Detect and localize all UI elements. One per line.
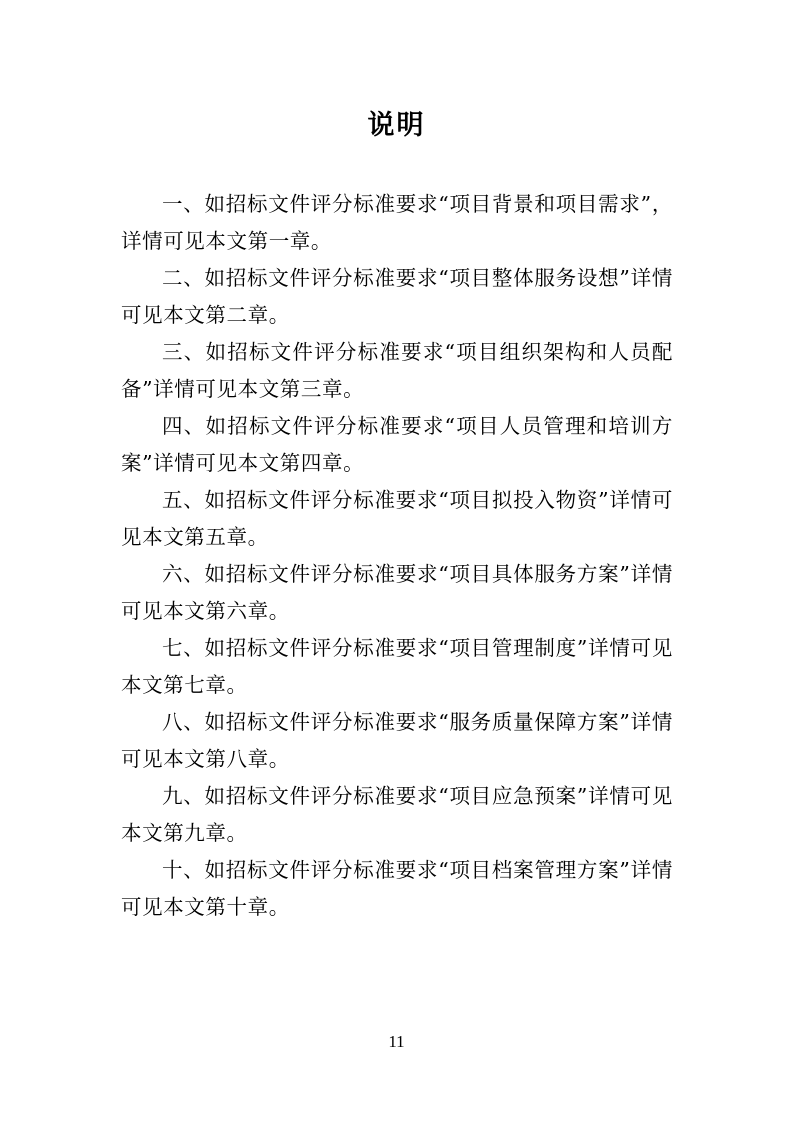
- paragraph-item-7: 七、如招标文件评分标准要求“项目管理制度”详情可见本文第七章。: [121, 636, 673, 697]
- page-title: 说明: [367, 110, 426, 141]
- page-number: 11: [388, 1032, 405, 1051]
- body-text: [121, 186, 673, 926]
- paragraph-item-3: 三、如招标文件评分标准要求“项目组织架构和人员配备”详情可见本文第三章。: [121, 340, 673, 401]
- paragraph-item-5: 五、如招标文件评分标准要求“项目拟投入物资”详情可见本文第五章。: [121, 488, 673, 549]
- paragraph-item-9: 九、如招标文件评分标准要求“项目应急预案”详情可见本文第九章。: [121, 784, 673, 845]
- paragraph-item-10: 十、如招标文件评分标准要求“项目档案管理方案”详情可见本文第十章。: [121, 858, 673, 919]
- paragraph-item-1: 一、如招标文件评分标准要求“项目背景和项目需求”，详情可见本文第一章。: [121, 192, 673, 253]
- paragraph-item-4: 四、如招标文件评分标准要求“项目人员管理和培训方案”详情可见本文第四章。: [121, 414, 673, 475]
- paragraph-item-2: 二、如招标文件评分标准要求“项目整体服务设想”详情可见本文第二章。: [121, 266, 673, 327]
- paragraph-item-6: 六、如招标文件评分标准要求“项目具体服务方案”详情可见本文第六章。: [121, 562, 673, 623]
- paragraph-item-8: 八、如招标文件评分标准要求“服务质量保障方案”详情可见本文第八章。: [121, 710, 673, 771]
